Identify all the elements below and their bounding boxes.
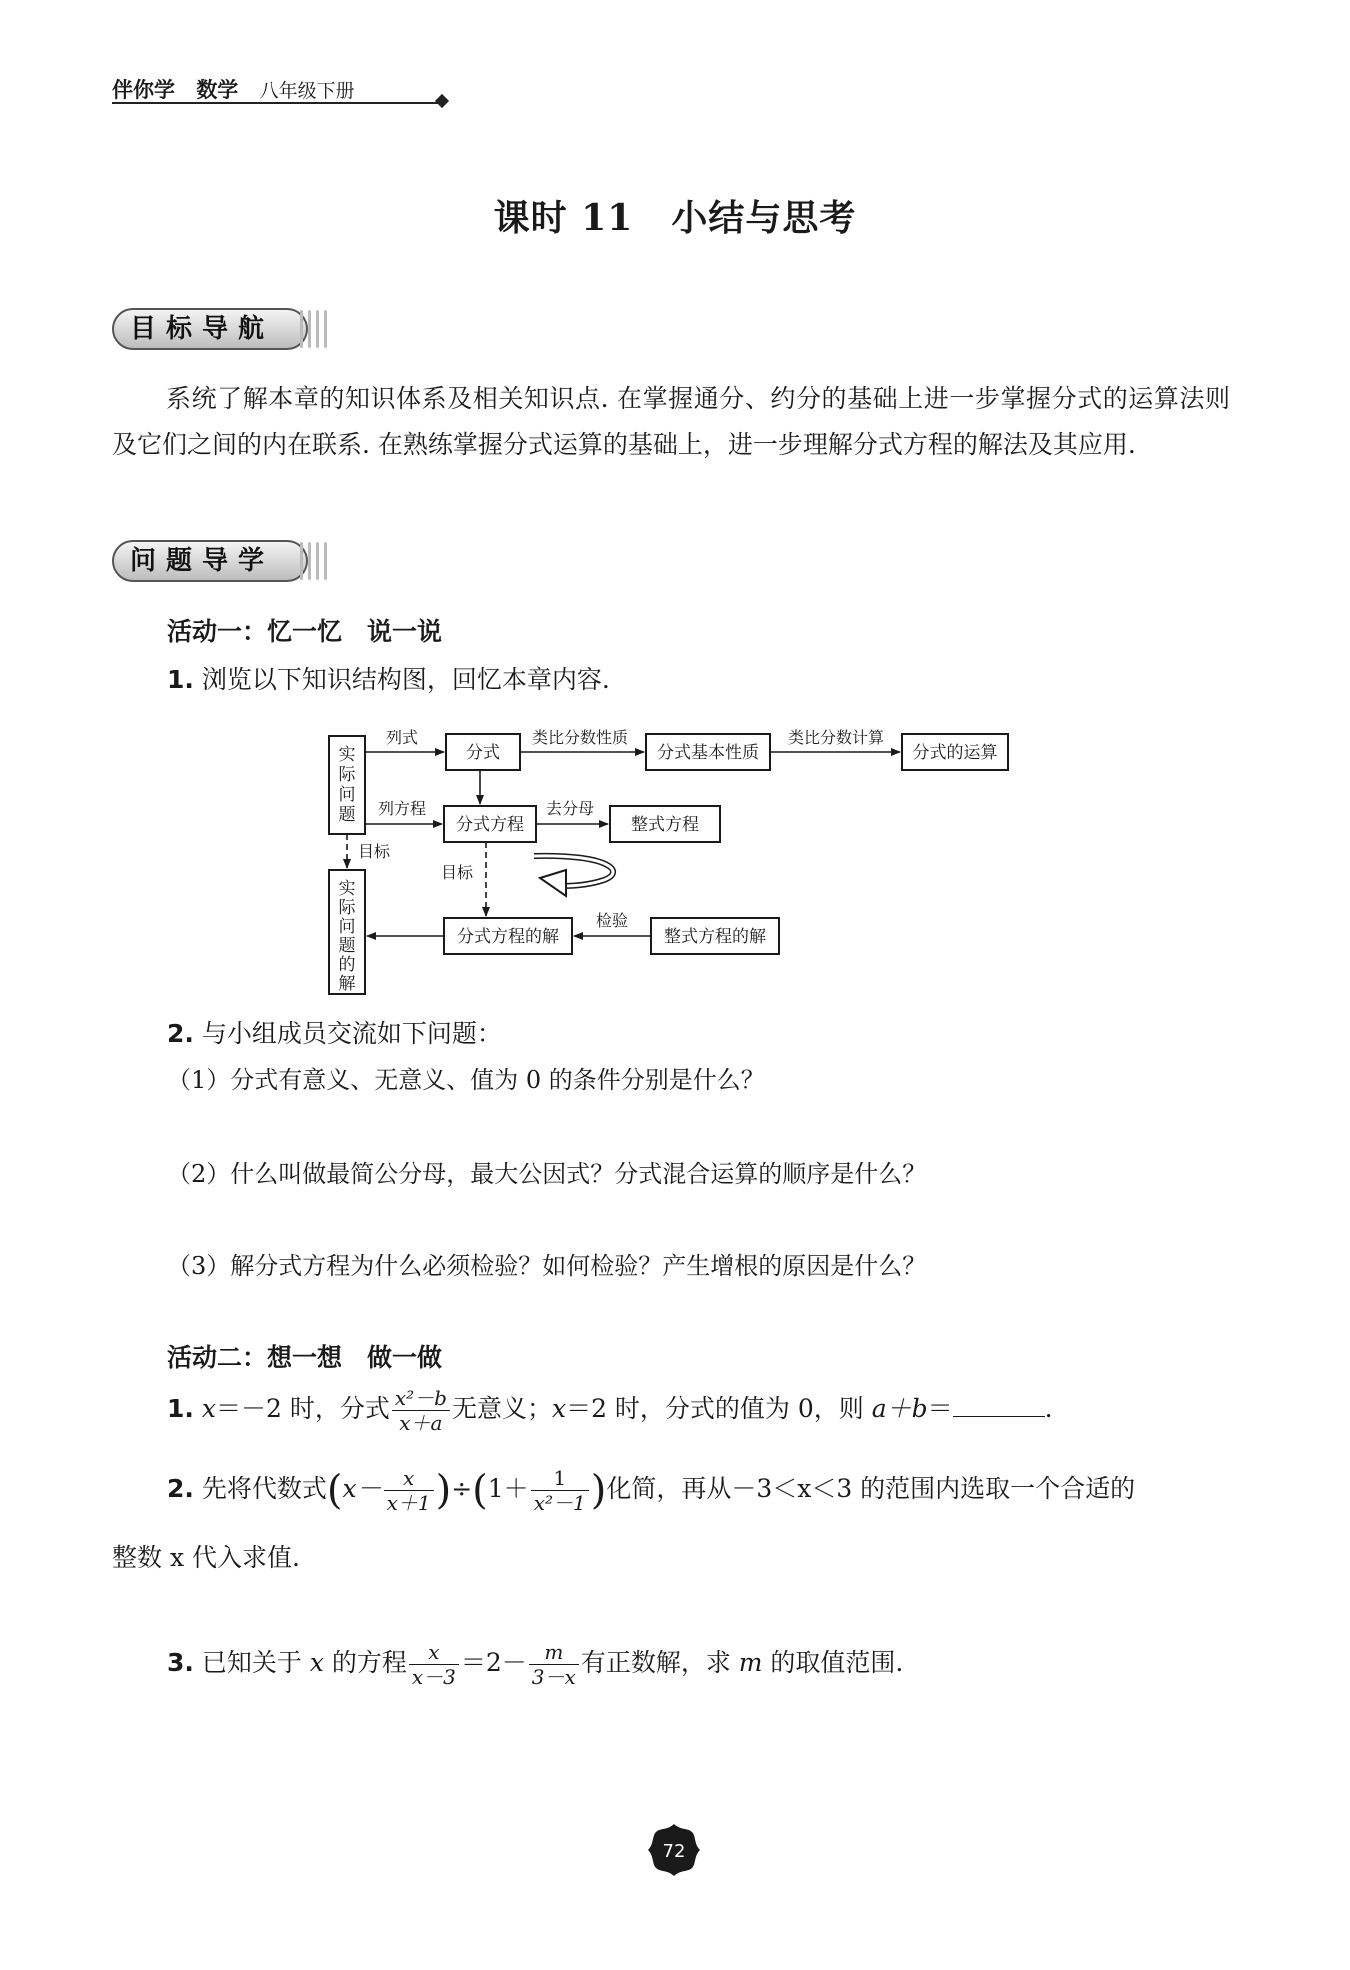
answer-blank[interactable] [953, 1392, 1045, 1417]
expr: 1＋ [487, 1474, 529, 1503]
sub-question-1: （1）分式有意义、无意义、值为 0 的条件分别是什么？ [167, 1066, 765, 1094]
question-number: 1. [167, 1394, 194, 1423]
denominator: 3－x [531, 1665, 576, 1689]
var-x: x [309, 1648, 324, 1677]
edge-goal-middle: 目标 [440, 863, 474, 882]
var-x: x [201, 1394, 216, 1423]
edge-analogy-property: 类比分数性质 [531, 728, 629, 747]
question-number: 2. [167, 1019, 194, 1048]
fraction [392, 1386, 450, 1435]
node-fraction-ops: 分式的运算 [912, 743, 998, 763]
node-fraction-eq: 分式方程 [456, 815, 524, 835]
text: ＝2－ [460, 1648, 527, 1677]
section-badge-goals: 目标导航 [112, 308, 308, 350]
text: ＝－2 时，分式 [215, 1394, 390, 1423]
node-actual-problem-char-4: 题 [338, 805, 356, 825]
expr: x－ [342, 1474, 382, 1503]
subject-name: 数学 [196, 78, 239, 102]
node-actual-solution-char-6: 解 [338, 974, 356, 994]
period: . [1044, 1394, 1053, 1423]
edge-remove-denom: 去分母 [545, 799, 595, 818]
numerator: m [529, 1640, 579, 1665]
sub-question-2: （2）什么叫做最简公分母，最大公因式？分式混合运算的顺序是什么？ [167, 1160, 927, 1188]
u-turn-arrow-icon [534, 856, 613, 896]
node-actual-problem-char-2: 际 [338, 765, 356, 785]
page-number: 72 [662, 1841, 686, 1862]
exercise-3 [167, 1640, 903, 1689]
edge-check: 检验 [595, 911, 629, 930]
lesson-number: 课时 11 [493, 197, 634, 239]
var-x: x [551, 1394, 567, 1423]
node-integer-eq: 整式方程 [631, 815, 699, 835]
text: 化简，再从－3＜x＜3 的范围内选取一个合适的 [606, 1474, 1136, 1503]
node-actual-solution-char-4: 题 [338, 936, 356, 956]
node-actual-problem-char-3: 问 [338, 785, 356, 805]
exercise-2-line-2: 整数 x 代入求值. [112, 1543, 300, 1572]
node-fraction-property: 分式基本性质 [657, 743, 759, 763]
question-text: 与小组成员交流如下问题： [201, 1019, 502, 1048]
expr-a-plus-b: a＋b [871, 1394, 928, 1423]
numerator: 1 [531, 1466, 589, 1491]
right-paren: ) [435, 1467, 452, 1514]
text: 已知关于 [201, 1648, 310, 1677]
series-name: 伴你学 [112, 78, 175, 102]
node-actual-solution-char-3: 问 [338, 917, 356, 937]
activity-one-title: 活动一：忆一忆 说一说 [167, 617, 443, 646]
text: 先将代数式 [201, 1474, 327, 1503]
node-actual-solution-char-2: 际 [338, 898, 356, 918]
text: 的取值范围. [762, 1648, 904, 1677]
edge-analogy-calc: 类比分数计算 [787, 728, 885, 747]
sub-question-3: （3）解分式方程为什么必须检验？如何检验？产生增根的原因是什么？ [167, 1252, 927, 1280]
equals: ＝ [927, 1394, 953, 1423]
edge-list-eq: 列方程 [377, 799, 427, 818]
edge-goal-left: 目标 [357, 842, 391, 861]
book-name: 八年级下册 [259, 80, 355, 102]
edge-list-expr: 列式 [385, 728, 419, 747]
numerator: x [409, 1640, 459, 1665]
denominator: x－3 [411, 1665, 456, 1689]
divide-sign: ÷ [451, 1474, 473, 1503]
node-fraction-eq-solution: 分式方程的解 [457, 927, 559, 947]
text: 无意义； [451, 1394, 552, 1423]
node-actual-problem-char-1: 实 [338, 745, 356, 765]
question-number: 1. [167, 665, 194, 694]
page-number-badge [646, 1822, 702, 1878]
question-text: 浏览以下知识结构图，回忆本章内容. [201, 665, 610, 694]
fraction [409, 1640, 459, 1689]
left-paren: ( [326, 1467, 343, 1514]
activity-two-title: 活动二：想一想 做一做 [167, 1343, 443, 1372]
text: ＝2 时，分式的值为 0，则 [566, 1394, 872, 1423]
lesson-topic: 小结与思考 [671, 197, 857, 239]
question-number: 3. [167, 1648, 194, 1677]
denominator: x＋a [399, 1411, 443, 1435]
fraction [529, 1640, 579, 1689]
question-2 [167, 1014, 502, 1050]
node-actual-solution-char-1: 实 [338, 879, 356, 899]
numerator: x [384, 1466, 434, 1491]
text: 的方程 [323, 1648, 407, 1677]
right-paren: ) [590, 1467, 607, 1514]
left-paren: ( [472, 1467, 488, 1514]
question-number: 2. [167, 1474, 194, 1503]
fraction [384, 1466, 434, 1515]
exercise-1 [167, 1386, 1053, 1435]
goals-paragraph: 系统了解本章的知识体系及相关知识点. 在掌握通分、约分的基础上进一步掌握分式的运算法则及它们之间的内在联系. 在熟练掌握分式运算的基础上，进一步理解分式方程的解法及其应用. [112, 384, 1230, 459]
numerator: x²－b [392, 1386, 450, 1411]
exercise-2 [167, 1466, 1135, 1515]
denominator: x＋1 [386, 1491, 431, 1515]
var-m: m [738, 1648, 763, 1677]
node-actual-solution-char-5: 的 [338, 955, 356, 975]
section-badge-guide: 问题导学 [112, 540, 308, 582]
denominator: x²－1 [533, 1491, 586, 1515]
node-integer-eq-solution: 整式方程的解 [664, 927, 766, 947]
text: 有正数解，求 [580, 1648, 739, 1677]
node-fraction: 分式 [466, 743, 500, 763]
fraction [531, 1466, 589, 1515]
